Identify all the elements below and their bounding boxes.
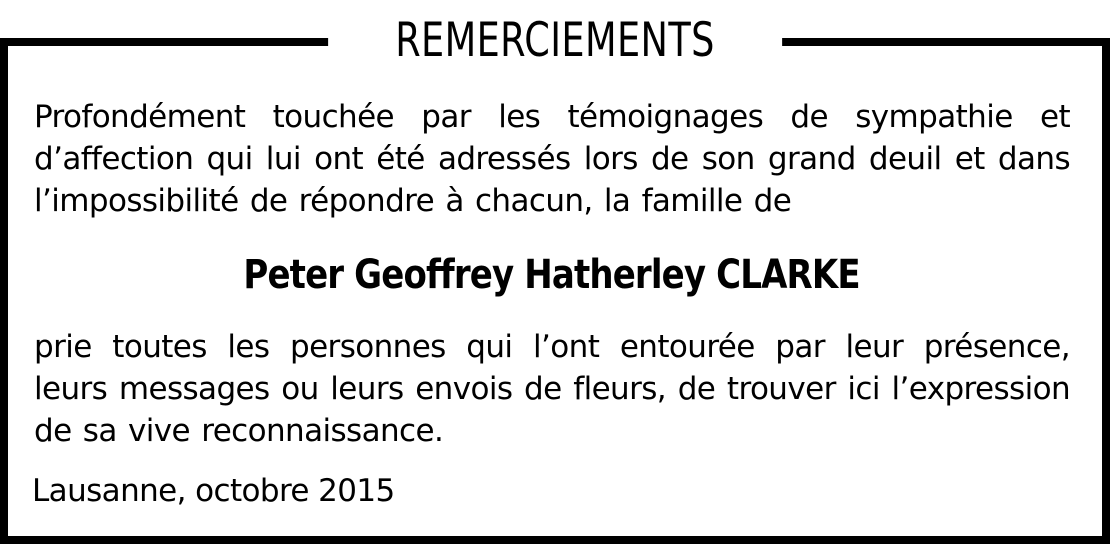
deceased-name	[34, 247, 1070, 303]
body-paragraph: prie toutes les personnes qui l’ont entourée par leur présence, leurs messages ou leurs envois de fleurs, de trouver ici l’expression de sa vive reconnaissance.	[34, 329, 1070, 449]
notice-title	[328, 8, 782, 74]
deceased-name-text: Peter Geoffrey Hatherley CLARKE	[243, 252, 861, 298]
place-date: Lausanne, octobre 2015	[32, 473, 395, 509]
notice-title-text: REMERCIEMENTS	[395, 13, 715, 68]
intro-paragraph: Profondément touchée par les témoignages de sympathie et d’affection qui lui ont été adressés lors de son grand deuil et dans l’impossibilité de répondre à chacun, la famille de	[34, 99, 1070, 219]
